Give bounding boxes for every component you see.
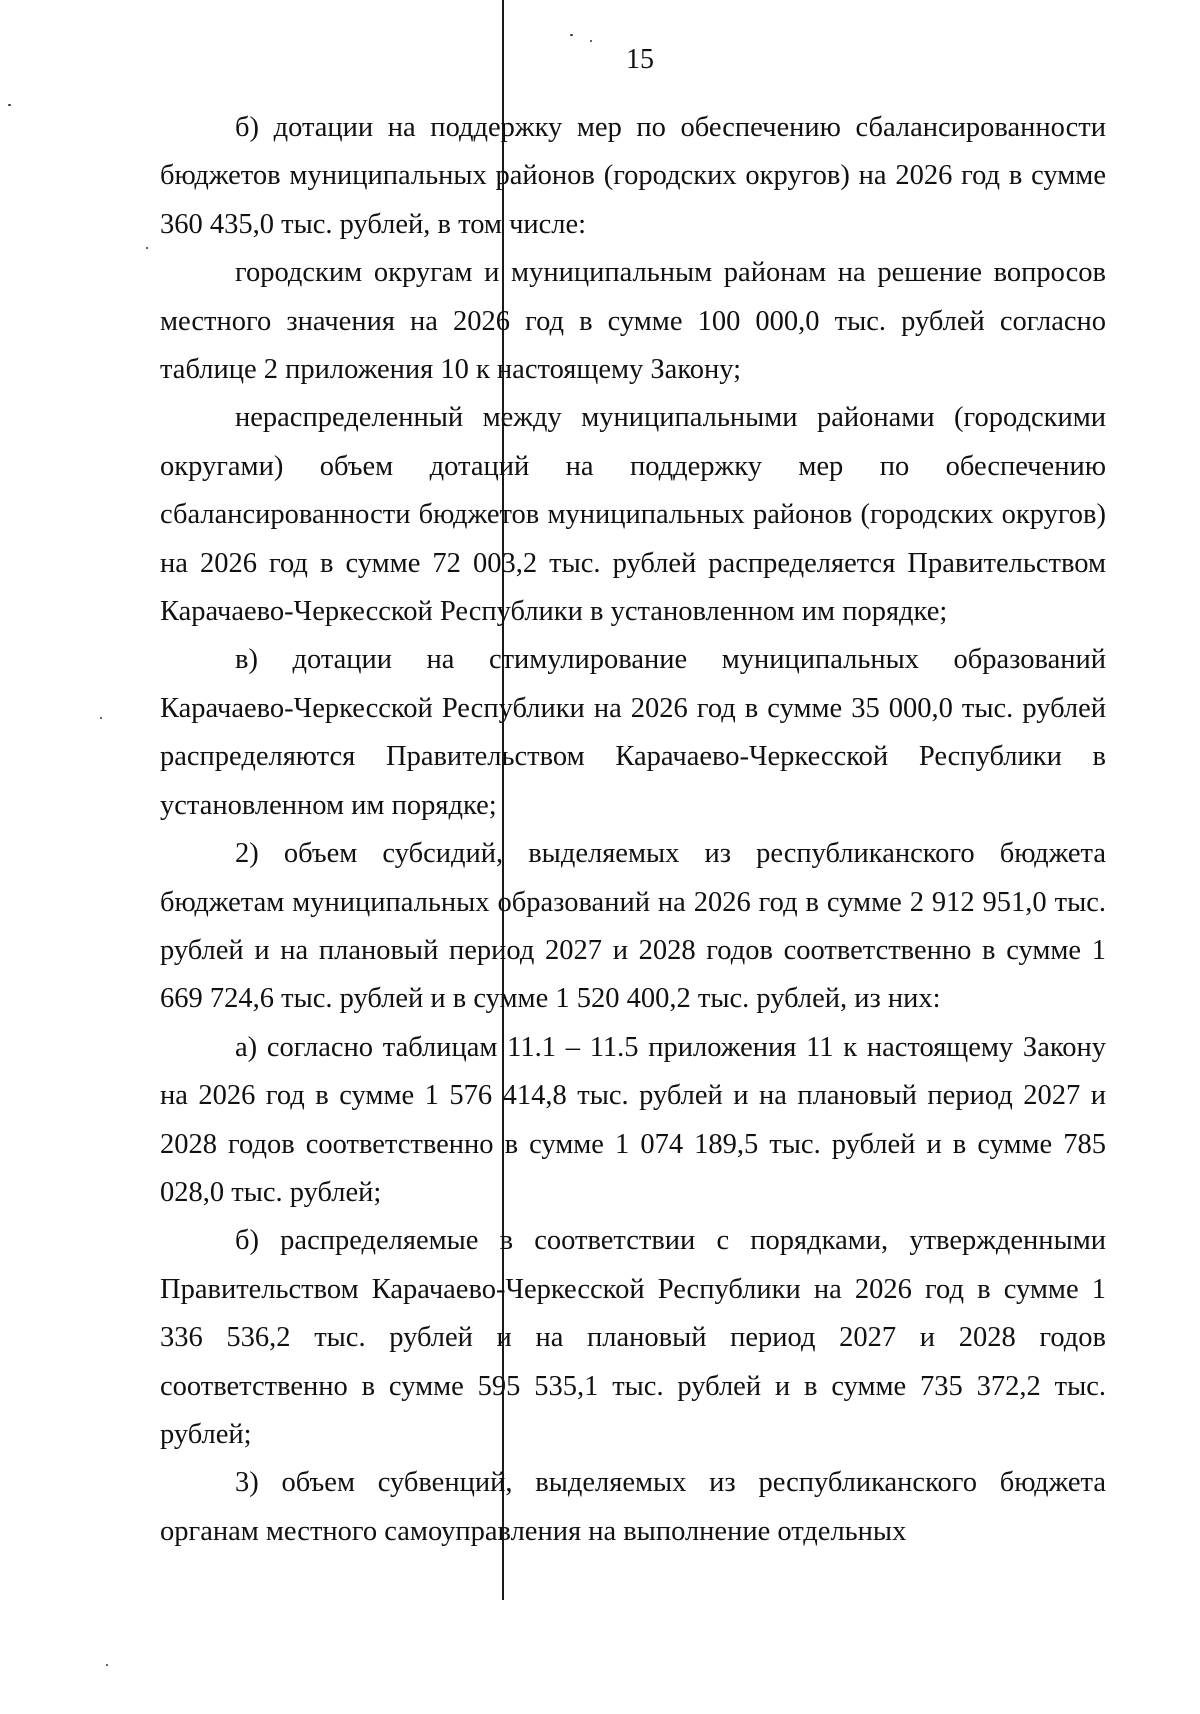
scan-speck [570,34,573,36]
paragraph: городским округам и муниципальным районам на решение вопросов местного значения на 2026 год в сумме 100 000,0 тыс. рублей согласно таблице 2 приложения 10 к настоящему Закону; [160,257,1106,386]
document-body [160,104,1106,1556]
page-number: 15 [626,44,654,75]
scan-speck [100,717,102,719]
scan-speck [8,104,11,106]
paragraph: 2) объем субсидий, выделяемых из республиканского бюджета бюджетам муниципальных образований на 2026 год в сумме 2 912 951,0 тыс. рублей и на плановый период 2027 и 2028 годов соответственно в сумме 1 669 724,6 тыс. рублей и в сумме 1 520 400,2 тыс. рублей, из них: [160,838,1106,1015]
paragraph: б) дотации на поддержку мер по обеспечению сбалансированности бюджетов муниципальных районов (городских округов) на 2026 год в сумме 360 435,0 тыс. рублей, в том числе: [160,112,1106,240]
scan-speck [590,40,592,42]
paragraph: а) согласно таблицам 11.1 – 11.5 приложения 11 к настоящему Закону на 2026 год в сумме 1 576 414,8 тыс. рублей и на плановый период 2027 и 2028 годов соответственно в сумме 1 074 189,5 тыс. рублей и в сумме 785 028,0 тыс. рублей; [160,1031,1106,1208]
paragraph: нераспределенный между муниципальными районами (городскими округами) объем дотаций на поддержку мер по обеспечению сбалансированности бюджетов муниципальных районов (городских округов) на 2026 год в сумме 72 003,2 тыс. рублей распределяется Правительством Карачаево-Черкесской Республики в установленном им порядке; [160,402,1106,628]
scan-speck [106,1664,108,1666]
scan-speck [146,247,148,249]
paragraph: в) дотации на стимулирование муниципальных образований Карачаево-Черкесской Республики на 2026 год в сумме 35 000,0 тыс. рублей распределяются Правительством Карачаево-Черкесской Республики в установленном им порядке; [160,644,1106,821]
paragraph: 3) объем субвенций, выделяемых из республиканского бюджета органам местного самоуправления на выполнение отдельных [160,1467,1106,1547]
paragraph: б) распределяемые в соответствии с порядками, утвержденными Правительством Карачаево-Черкесской Республики на 2026 год в сумме 1 336 536,2 тыс. рублей и на плановый период 2027 и 2028 годов соответственно в сумме 595 535,1 тыс. рублей и в сумме 735 372,2 тыс. рублей; [160,1225,1106,1450]
